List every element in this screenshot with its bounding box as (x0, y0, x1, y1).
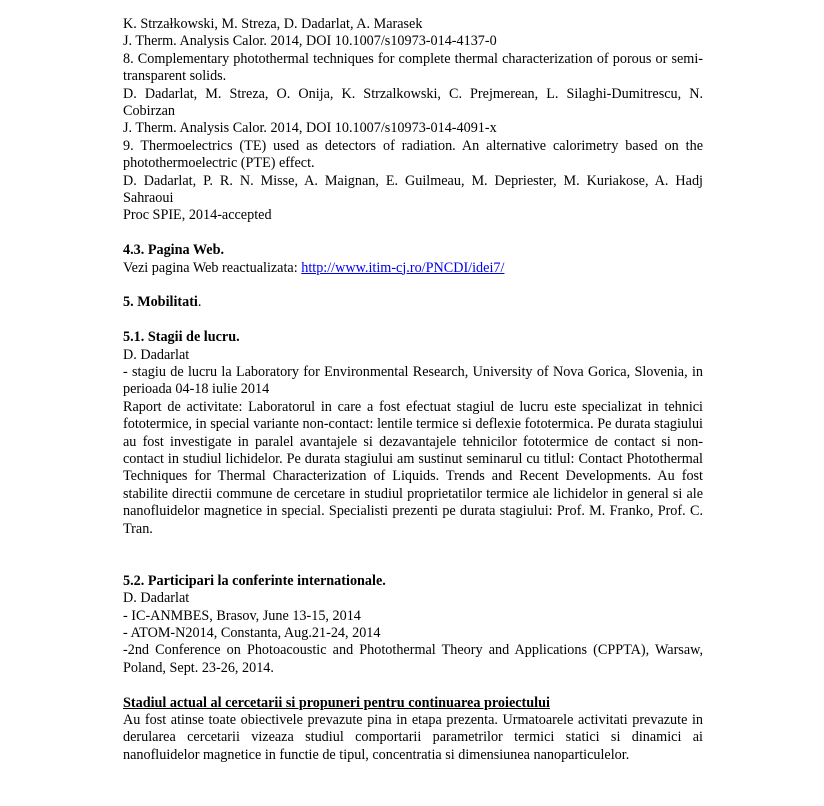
entry-9-title: 9. Thermoelectrics (TE) used as detectors of radiation. An alternative calorimetry based on the photothermoelectric (PTE) effect. (123, 137, 703, 172)
conference-item-2: - ATOM-N2014, Constanta, Aug.21-24, 2014 (123, 624, 381, 641)
spacer (123, 277, 703, 294)
entry-9-authors: D. Dadarlat, P. R. N. Misse, A. Maignan, E. Guilmeau, M. Depriester, M. Kuriakose, A. Hadj Sahraoui (123, 172, 703, 207)
entry-8-journal: J. Therm. Analysis Calor. 2014, DOI 10.1007/s10973-014-4091-x (123, 120, 497, 137)
entry-9-journal: Proc SPIE, 2014-accepted (123, 207, 272, 224)
activity-report: Raport de activitate: Laboratorul in care a fost efectuat stagiul de lucru este specializat in tehnici fototermice, in special variante non-contact: lentile termice si deflexie fototermica. Pe durata stagiului au fost investigate in paralel avantajele si dezavantajele tehnicilor fototermice de contact si non-contact in studiul lichidelor. Pe durata stagiului am sustinut seminarul cu titlul: Contact Photothermal Techniques for Thermal Characterization of Liquids. Trends and Recent Developments. Au fost stabilite directii commune de cercetare in studiul proprietatilor termice ale lichidelor in general si ale nanofluidelor magnetice in special. Specialisti prezenti pe durata stagiului: Prof. M. Franko, Prof. C. Tran. (123, 398, 703, 537)
conference-person: D. Dadarlat (123, 590, 190, 607)
conference-item-1: - IC-ANMBES, Brasov, June 13-15, 2014 (123, 607, 361, 624)
web-page-text: Vezi pagina Web reactualizata: (123, 259, 302, 276)
spacer (123, 312, 703, 329)
spacer (123, 677, 703, 694)
entry-8-authors: D. Dadarlat, M. Streza, O. Onija, K. Strzalkowski, C. Prejmerean, L. Silaghi-Dumitrescu, N. Cobirzan (123, 85, 703, 119)
status-heading: Stadiul actual al cercetarii si propuneri pentru continuarea proiectului (123, 694, 550, 711)
stage-description: - stagiu de lucru la Laboratory for Environmental Research, University of Nova Gorica, Slovenia, in perioada 04-18 iulie 2014 (123, 363, 703, 398)
entry-8-title: 8. Complementary photothermal techniques for complete thermal characterization of porous or semi-transparent solids. (123, 50, 703, 85)
section-5-1-heading: 5.1. Stagii de lucru. (123, 329, 240, 346)
entry-7-journal: J. Therm. Analysis Calor. 2014, DOI 10.1007/s10973-014-4137-0 (123, 33, 497, 50)
section-5-heading (123, 294, 703, 311)
section-5-2-heading: 5.2. Participari la conferinte internationale. (123, 572, 386, 589)
section-5-heading-text: 5. Mobilitati (123, 294, 198, 311)
spacer (123, 225, 703, 242)
section-5-heading-period: . (197, 294, 202, 311)
entry-7-authors: K. Strzałkowski, M. Streza, D. Dadarlat, A. Marasek (123, 16, 423, 32)
spacer (123, 538, 703, 573)
section-4-3-heading: 4.3. Pagina Web. (123, 242, 225, 259)
web-page-line (123, 260, 703, 277)
conference-item-3: -2nd Conference on Photoacoustic and Photothermal Theory and Applications (CPPTA), Warsaw, Poland, Sept. 23-26, 2014. (123, 642, 703, 676)
web-page-link[interactable]: http://www.itim-cj.ro/PNCDI/idei7/ (301, 259, 505, 276)
document-page (123, 16, 703, 764)
stage-person: D. Dadarlat (123, 346, 190, 363)
status-text: Au fost atinse toate obiectivele prevazute pina in etapa prezenta. Urmatoarele activitati prevazute in derularea cercetarii vizeaza studiul comportarii parametrilor termici statici si dinamici ai nanofluidelor magnetice in functie de tipul, concentratia si dimensiunea nanoparticulelor. (123, 711, 703, 763)
